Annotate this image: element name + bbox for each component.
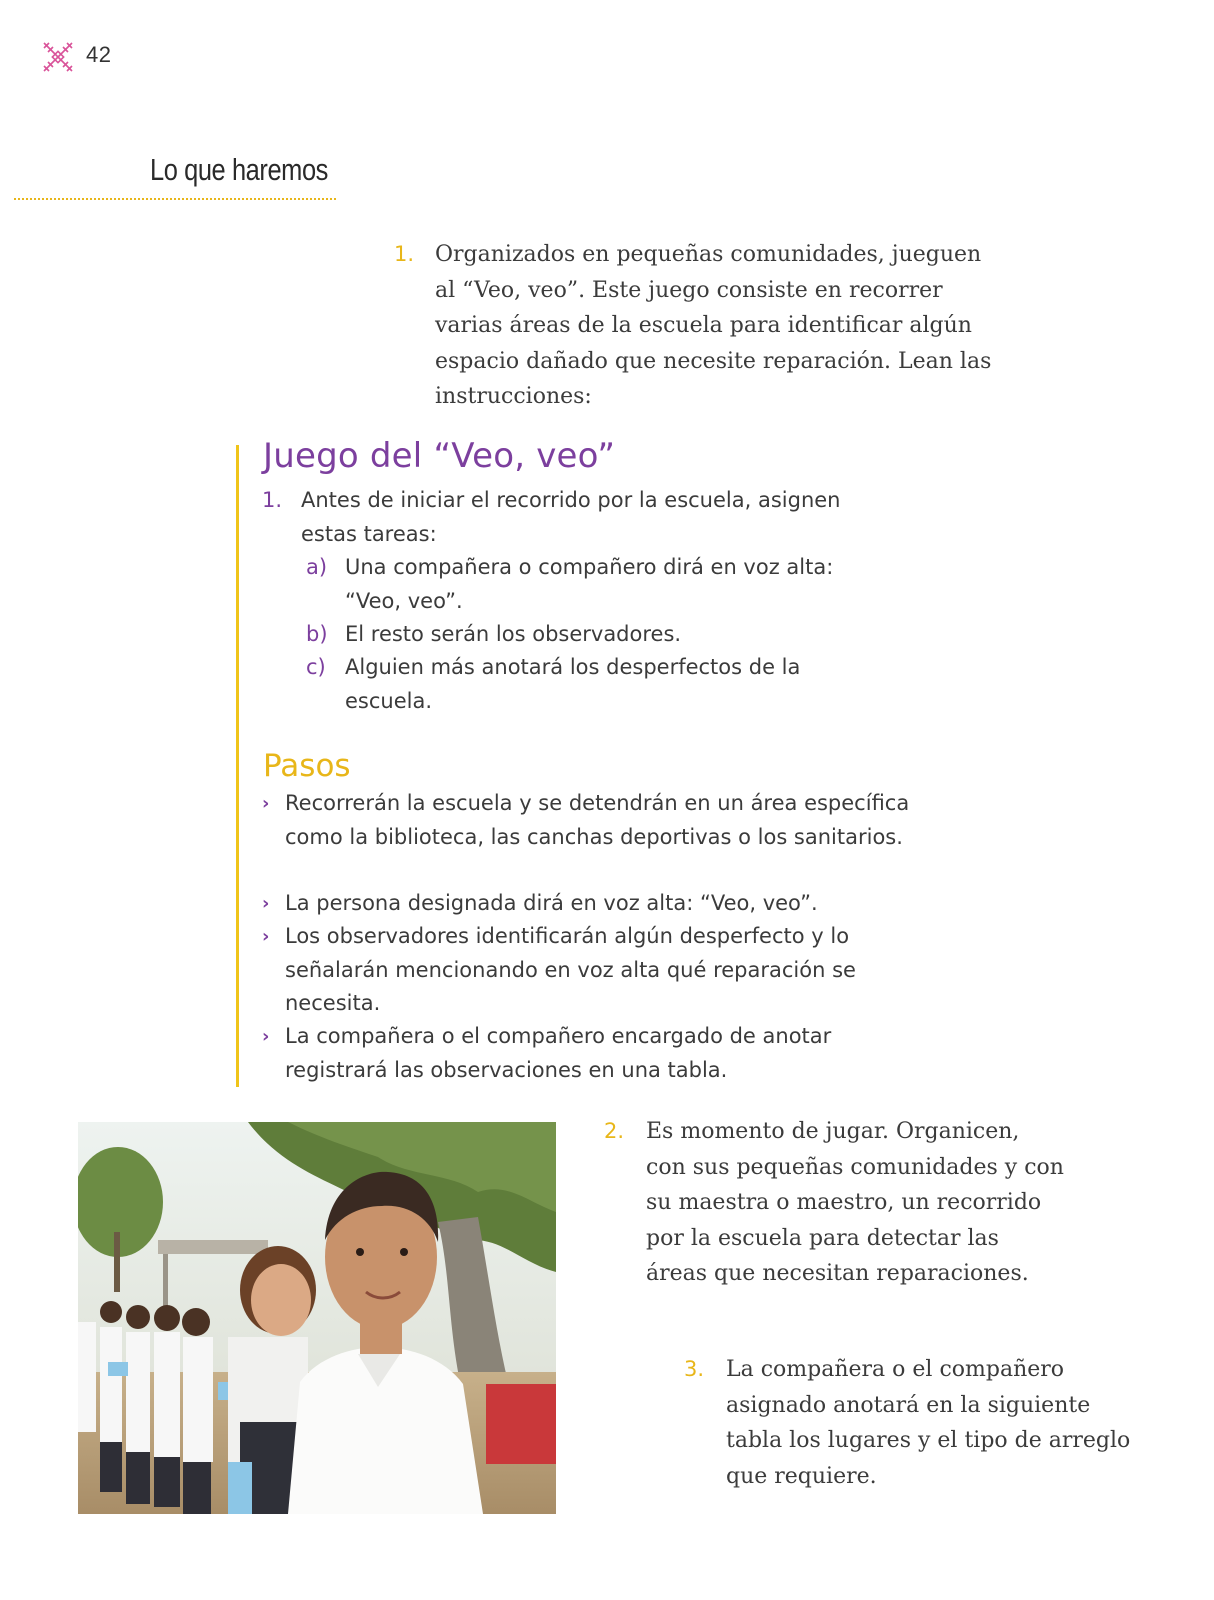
game-title: Juego del “Veo, veo”	[263, 436, 616, 476]
task-b-text: El resto serán los observadores.	[345, 622, 682, 646]
game-box-accent-bar	[236, 445, 239, 1087]
pasos-item-3: Los observadores identificarán algún desperfecto y lo señalarán mencionando en voz alta qué reparación se necesita.	[285, 924, 856, 1015]
step-1-number: 1.	[394, 242, 415, 266]
pasos-item-2: La persona designada dirá en voz alta: “Veo, veo”.	[285, 891, 818, 915]
bullet-marker-icon: ›	[262, 1026, 270, 1047]
bullet-marker-icon: ›	[262, 926, 270, 947]
pink-cross-ornament-icon	[40, 39, 76, 75]
step-2-text: Es momento de jugar. Organicen, con sus pequeñas comunidades y con su maestra o maestro, un recorrido por la escuela para detectar las áreas que necesitan reparaciones.	[646, 1119, 1064, 1286]
pasos-title: Pasos	[263, 748, 351, 784]
pasos-item-1: Recorrerán la escuela y se detendrán en un área específica como la biblioteca, las canchas deportivas o los sanitarios.	[285, 791, 910, 849]
bullet-marker-icon: ›	[262, 793, 270, 814]
students-photo	[78, 1122, 556, 1514]
task-c-letter: c)	[306, 655, 326, 679]
step-2-number: 2.	[604, 1119, 625, 1143]
task-c-text: Alguien más anotará los desperfectos de la escuela.	[345, 655, 801, 713]
step-1-text: Organizados en pequeñas comunidades, jueguen al “Veo, veo”. Este juego consiste en recorrer varias áreas de la escuela para identificar algún espacio dañado que necesite reparación. Lean las instrucciones:	[435, 242, 992, 409]
instruction-text: Antes de iniciar el recorrido por la escuela, asignen estas tareas:	[301, 488, 841, 546]
task-a-letter: a)	[306, 555, 328, 579]
pasos-item-4: La compañera o el compañero encargado de anotar registrará las observaciones en una tabla.	[285, 1024, 832, 1082]
section-title: Lo que haremos	[150, 152, 328, 187]
bullet-marker-icon: ›	[262, 893, 270, 914]
section-divider	[14, 198, 336, 200]
task-a-text: Una compañera o compañero dirá en voz alta: “Veo, veo”.	[345, 555, 834, 613]
step-3-text: La compañera o el compañero asignado anotará en la siguiente tabla los lugares y el tipo de arreglo que requiere.	[726, 1357, 1131, 1489]
instruction-number: 1.	[262, 488, 283, 512]
page-number: 42	[86, 42, 112, 67]
step-3-number: 3.	[684, 1357, 705, 1381]
task-b-letter: b)	[306, 622, 328, 646]
